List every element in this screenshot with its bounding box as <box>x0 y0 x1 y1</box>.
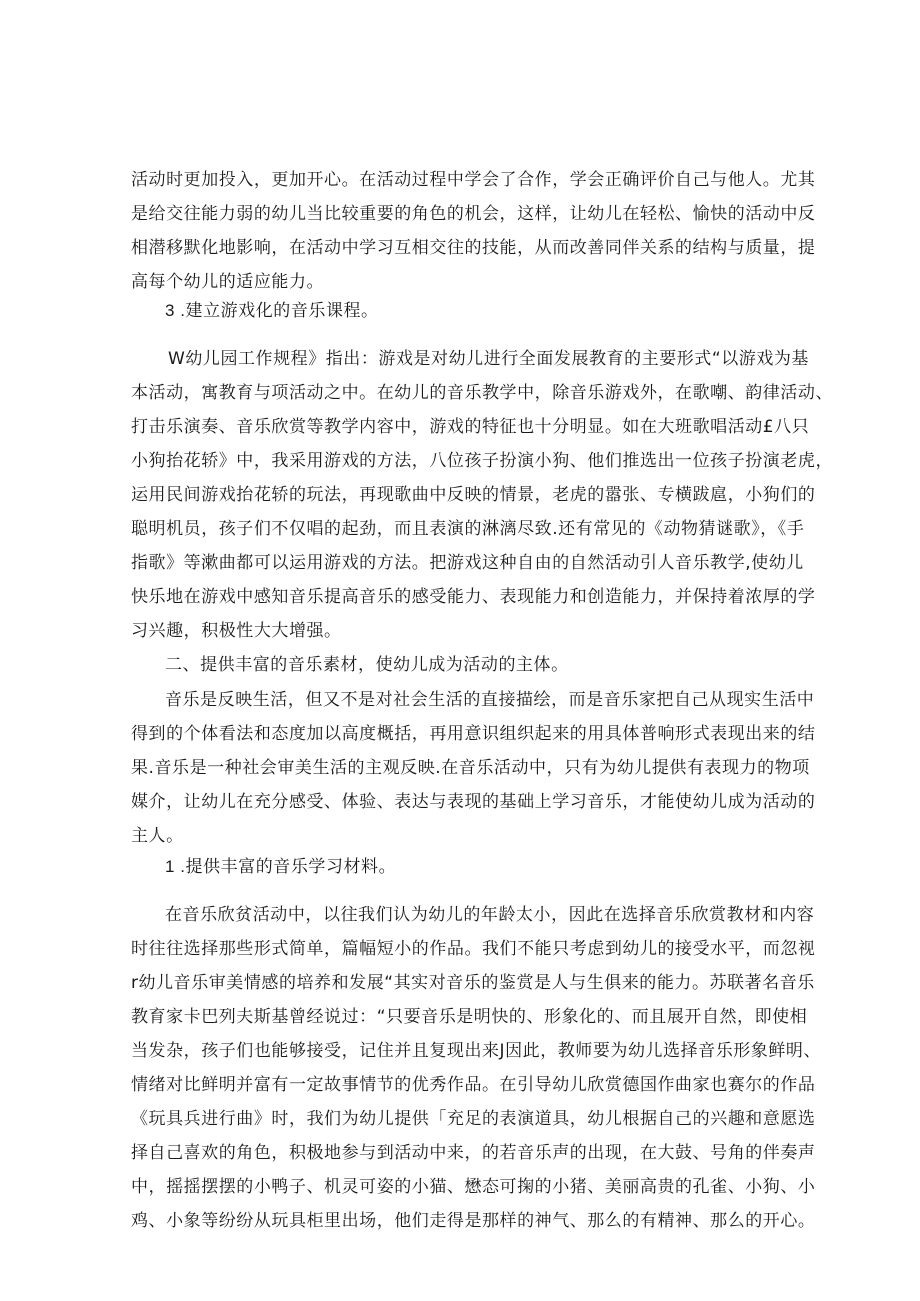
text-line: 快乐地在游戏中感知音乐提高音乐的感受能力、表现能力和创造能力，并保持着浓厚的学 <box>131 587 816 607</box>
section-heading: 二、提供丰富的音乐素材，使幼儿成为活动的主体。 <box>165 655 569 675</box>
text-line: 聪明机员，孩子们不仅唱的起劲，而且表演的淋漓尽致.还有常见的《动物猜谜歌》，《手 <box>131 519 805 539</box>
text-line: 教育家卡巴列夫斯基曾经说过：“只要音乐是明快的、形象化的、而且展开自然，即使相 <box>131 1007 808 1027</box>
text-line: 中，摇摇摆摆的小鸭子、机灵可姿的小猫、懋态可掬的小猪、美丽高贵的孔雀、小狗、小 <box>131 1177 816 1197</box>
section-heading: 1 .提供丰富的音乐学习材料。 <box>165 857 397 876</box>
text-line: 情绪对比鲜明并富有一定故事情节的优秀作品。在引导幼儿欣赏德国作曲家也赛尔的作品 <box>131 1075 816 1095</box>
text-line: 是给交往能力弱的幼儿当比较重要的角色的机会，这样，让幼儿在轻松、愉快的活动中反 <box>131 204 816 224</box>
text-line: 时往往选择那些形式简单，篇幅短小的作品。我们不能只考虑到幼儿的接受水平，而忽视 <box>131 939 816 959</box>
text-line: 习兴趣，积极性大大增强。 <box>131 621 342 641</box>
text-line: 音乐是反映生活，但又不是对社会生活的直接描绘，而是音乐家把自己从现实生活中 <box>165 690 815 710</box>
text-line: 指歌》等漱曲都可以运用游戏的方法。把游戏这种自由的自然活动引人音乐教学,使幼儿 <box>131 553 804 573</box>
text-line: 《玩具兵进行曲》时，我们为幼儿提供「充足的表演道具，幼儿根据自己的兴趣和意愿选 <box>131 1109 816 1129</box>
text-line: 相潜移默化地影响，在活动中学习互相交往的技能，从而改善同伴关系的结构与质量，提 <box>131 238 816 258</box>
text-line: r幼儿音乐审美情感的培养和发展“其实对音乐的鉴赏是人与生俱来的能力。苏联著名音乐 <box>131 973 815 993</box>
text-line: 鸡、小象等纷纷从玩具柜里出场，他们走得是那样的神气、那么的有精神、那么的开心。 <box>131 1211 816 1231</box>
text-line: 在音乐欣贫活动中，以往我们认为幼儿的年龄太小，因此在选择音乐欣赏教材和内容 <box>165 905 815 925</box>
text-line: 当发杂，孩子们也能够接受，记住并且复现出来J因此，教师要为幼儿选择音乐形象鲜明、 <box>131 1041 822 1061</box>
text-line: 果.音乐是一种社会审美生活的主观反映.在音乐活动中，只有为幼儿提供有表现力的物项 <box>131 758 810 778</box>
text-line: 运用民间游戏抬花轿的玩法，再现歌曲中反映的情景，老虎的嚣张、专横跋扈，小狗们的 <box>131 485 816 505</box>
text-line: 媒介，让幼儿在充分感受、体验、表达与表现的基础上学习音乐，才能使幼儿成为活动的 <box>131 792 816 812</box>
text-line: 小狗抬花轿》中，我采用游戏的方法，八位孩子扮演小狗、他们推选出一位孩子扮演老虎， <box>131 451 833 471</box>
text-line: 活动时更加投入，更加开心。在活动过程中学会了合作，学会正确评价自己与他人。尤其 <box>131 170 816 190</box>
text-line: W幼儿园工作规程》指出：游戏是对幼儿进行全面发展教育的主要形式“以游戏为基 <box>168 349 809 369</box>
text-line: 高每个幼儿的适应能力。 <box>131 272 325 292</box>
text-line: 主人。 <box>131 826 184 846</box>
text-line: 得到的个体看法和态度加以高度概括，再用意识组织起来的用具体普响形式表现出来的结 <box>131 724 816 744</box>
text-line: 择自己喜欢的角色，积极地参与到活动中来，的若音乐声的出现，在大鼓、号角的伴奏声 <box>131 1143 816 1163</box>
text-line: 打击乐演奏、音乐欣赏等教学内容中，游戏的特征也十分明显。如在大班歌唱活动£八只 <box>131 417 810 437</box>
section-heading: 3 .建立游戏化的音乐课程。 <box>165 301 379 320</box>
text-line: 本活动，寓教育与项活动之中。在幼儿的音乐教学中，除音乐游戏外，在歌嘲、韵律活动、 <box>131 383 833 403</box>
